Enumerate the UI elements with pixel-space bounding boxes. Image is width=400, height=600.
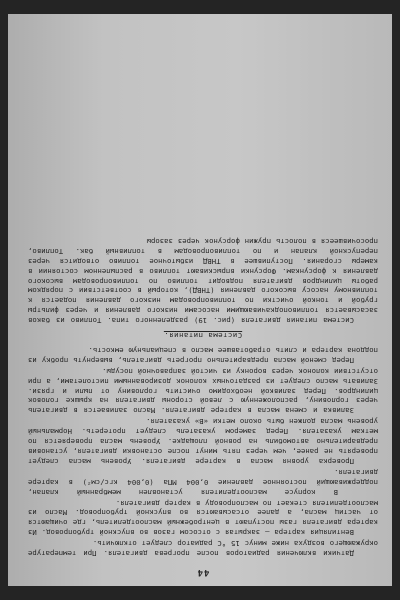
paragraph-radiator-switch: Датчики включения радиаторов после прогрева двигателя. При температуре окружающего воздуха ниже минус 15 °С радиатор следует отключить.	[28, 539, 378, 559]
section-heading-fuel-system: Система питания.	[163, 331, 243, 341]
paragraph-fuel-system: Система питания двигателя (рис. 19) разделенного типа. Топливо из баков засасывается топливоподкачивающими насосами низкого давления и через фильтры грубой и тонкой очистки по топливопроводам низкого давления подается к топливному насосу высокого давления (ТНВД), который в соответствии с порядком работы цилиндров двигателя подводит топливо по топливопроводам высокого давления к форсункам. Форсунки впрыскивают топливо в распыленном состоянии в камеры сгорания. Поступившее в ТНВД избыточное топливо отводится через перепускной клапан и по топливопроводам в топливный бак. Топливо, просочившееся в полость пружин форсунок через зазоры	[28, 236, 378, 326]
page-number: 44	[196, 567, 210, 577]
paragraph-oil-level-check: Проверка уровня масла в картере двигателя. Уровень масла следует проверять не ранее, чем через пять минут после остановки двигателя, установив предварительно автомобиль на ровной площадке. Уровень масла проверяется по меткам указателя. Перед замером указатель следует протереть. Нормальный уровень масла должен быть около метки «В» указателя.	[28, 417, 378, 466]
paragraph-oil-drain: Перед сменой масла предварительно прогреть двигатель, вывернуть пробку из поддона картера и слить отработавшее масло в специальную емкость.	[28, 345, 378, 365]
paragraph-crankcase-ventilation: Вентиляция картера – закрытая с отсосом газов во впускной трубопровод. Из картера двигателя газы поступают в центробежный маслоотделитель, где очищаются от частиц масла, а далее отсасываются во впускной трубопровод. Масло из маслоотделителя стекает по маслопроводу в картер двигателя.	[28, 498, 378, 538]
paragraph-oil-fill-and-change: Заливка и смена масла в картере двигателя. Масло заливается в двигатель через горловину, расположенную с левой стороны двигателя на крышке головок цилиндров. Перед заливкой необходимо очистить горловину от пыли и грязи. Заливать масло следует из раздаточных колонок дозированными пистолетами, а при отсутствии колонок через воронку из чистой заправочной посуды.	[28, 366, 378, 416]
paragraph-membrane-valve: В корпусе маслоотделителя установлен мембранный клапан, поддерживающий постоянное давление 0,004 МПа (0,004 кгс/см²) в картере двигателя.	[28, 467, 378, 497]
document-page	[8, 14, 392, 586]
